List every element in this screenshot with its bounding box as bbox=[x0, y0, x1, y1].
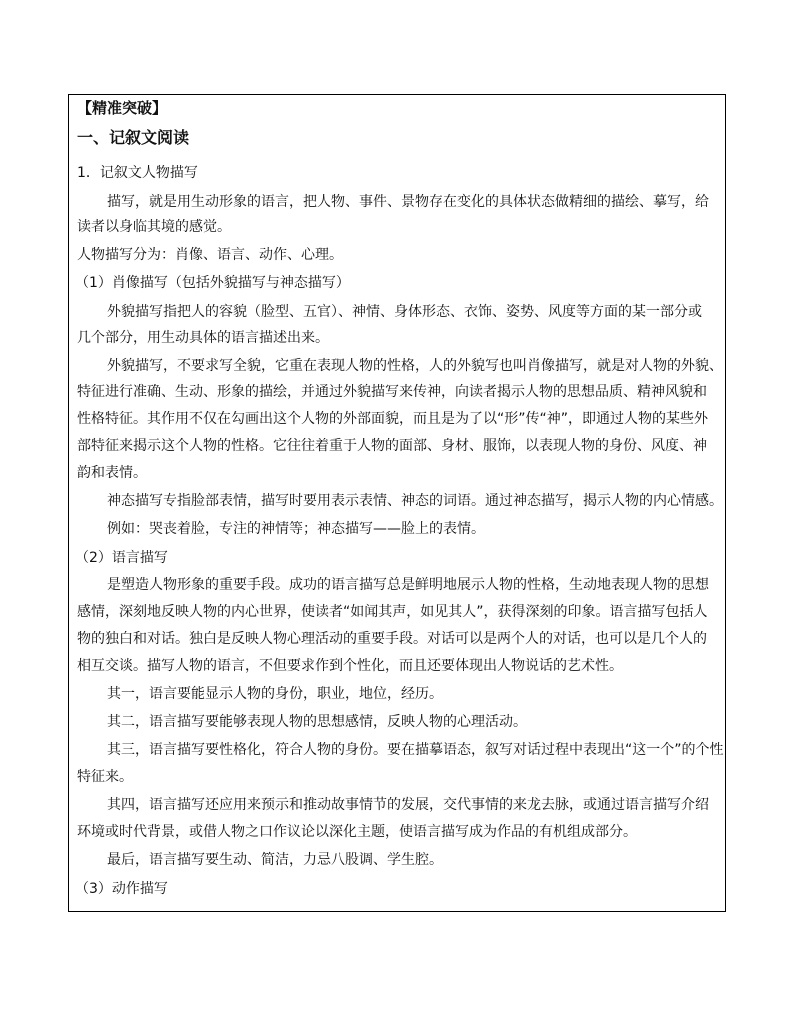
portrait-p1-line-1: 外貌描写指把人的容貌（脸型、五官）、神情、身体形态、衣饰、姿势、风度等方面的某一部分或 bbox=[107, 304, 702, 320]
portrait-p4: 例如：哭丧着脸，专注的神情等；神态描写——脸上的表情。 bbox=[107, 521, 485, 537]
portrait-p1-line-2: 几个部分，用生动具体的语言描述出来。 bbox=[77, 330, 329, 346]
section-title: 【精准突破】 bbox=[77, 99, 168, 117]
portrait-p2-line-1: 外貌描写，不要求写全貌，它重在表现人物的性格，人的外貌写也叫肖像描写，就是对人物的外貌、 bbox=[107, 358, 723, 374]
language-p1-line-4: 相互交谈。描写人物的语言，不但要求作到个性化，而且还要体现出人物说话的艺术性。 bbox=[77, 658, 623, 674]
intro-line-2: 读者以身临其境的感觉。 bbox=[77, 219, 231, 235]
language-p4-line-2: 特征来。 bbox=[77, 769, 133, 785]
portrait-p2-line-3: 性格特征。其作用不仅在勾画出这个人物的外部面貌，而且是为了以“形”传“神”，即通过人物的某些外 bbox=[77, 411, 709, 427]
part-heading: 一、记叙文阅读 bbox=[77, 128, 190, 147]
content-box bbox=[68, 94, 726, 912]
language-heading: （2）语言描写 bbox=[75, 550, 168, 566]
language-p5-line-2: 环境或时代背景，或借人物之口作议论以深化主题，使语言描写成为作品的有机组成部分。 bbox=[77, 824, 637, 840]
language-p1-line-2: 感情，深刻地反映人物的内心世界，使读者“如闻其声，如见其人”，获得深刻的印象。语言描写包括人 bbox=[77, 604, 708, 620]
portrait-heading: （1）肖像描写（包括外貌描写与神态描写） bbox=[75, 275, 350, 291]
language-p1-line-3: 物的独白和对话。独白是反映人物心理活动的重要手段。对话可以是两个人的对话，也可以是几个人的 bbox=[77, 631, 707, 647]
action-heading: （3）动作描写 bbox=[75, 881, 168, 897]
portrait-p2-line-5: 韵和表情。 bbox=[77, 465, 147, 481]
language-p1-line-1: 是塑造人物形象的重要手段。成功的语言描写总是鲜明地展示人物的性格，生动地表现人物的思想 bbox=[107, 577, 709, 593]
language-p3: 其二，语言描写要能够表现人物的思想感情，反映人物的心理活动。 bbox=[107, 714, 527, 730]
item-heading: 1．记叙文人物描写 bbox=[77, 165, 198, 181]
portrait-p2-line-4: 部特征来揭示这个人物的性格。它往往着重于人物的面部、身材、服饰，以表现人物的身份、风度、神 bbox=[77, 438, 707, 454]
categories-text: 人物描写分为：肖像、语言、动作、心理。 bbox=[77, 247, 343, 263]
language-p2: 其一，语言要能显示人物的身份，职业，地位，经历。 bbox=[107, 686, 443, 702]
language-p5-line-1: 其四，语言描写还应用来预示和推动故事情节的发展，交代事情的来龙去脉，或通过语言描写介绍 bbox=[107, 797, 709, 813]
portrait-p3: 神态描写专指脸部表情，描写时要用表示表情、神态的词语。通过神态描写，揭示人物的内心情感。 bbox=[107, 493, 723, 509]
language-p6: 最后，语言描写要生动、简洁，力忌八股调、学生腔。 bbox=[107, 852, 443, 868]
portrait-p2-line-2: 特征进行准确、生动、形象的描绘，并通过外貌描写来传神，向读者揭示人物的思想品质、精神风貌和 bbox=[77, 384, 707, 400]
language-p4-line-1: 其三，语言描写要性格化，符合人物的身份。要在描摹语态，叙写对话过程中表现出“这一个”的个性 bbox=[107, 742, 724, 758]
intro-line-1: 描写，就是用生动形象的语言，把人物、事件、景物存在变化的具体状态做精细的描绘、摹写，给 bbox=[107, 194, 709, 210]
